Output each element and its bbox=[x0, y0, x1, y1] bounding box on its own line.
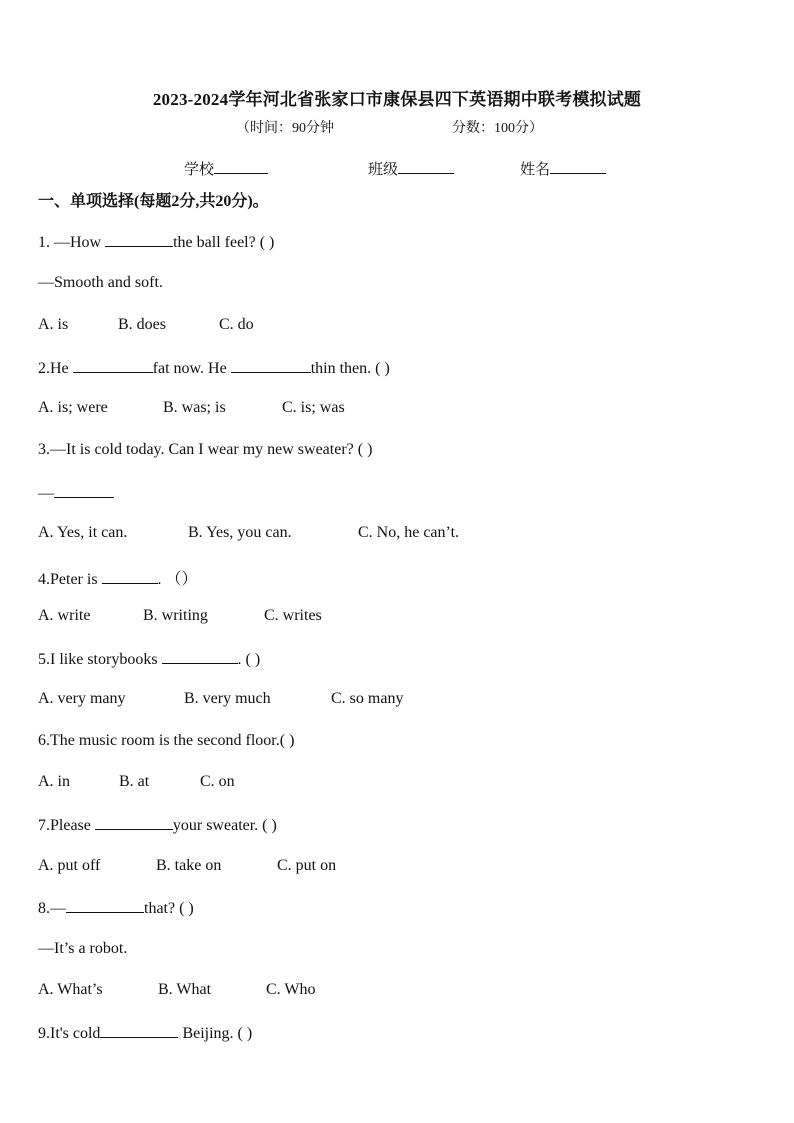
option-b[interactable]: B. at bbox=[119, 773, 150, 790]
class-blank[interactable] bbox=[398, 159, 454, 174]
question-3: 3.—It is cold today. Can I wear my new sweater? ( ) bbox=[38, 441, 373, 458]
answer-blank[interactable] bbox=[73, 358, 153, 373]
answer-blank[interactable] bbox=[54, 483, 114, 498]
question-9: 9.It's cold Beijing. ( ) bbox=[38, 1025, 253, 1042]
question-8-reply: —It’s a robot. bbox=[38, 940, 128, 957]
name-blank[interactable] bbox=[550, 159, 606, 174]
option-a[interactable]: A. in bbox=[38, 773, 70, 790]
school-label: 学校 bbox=[184, 162, 215, 178]
page-title: 2023-2024学年河北省张家口市康保县四下英语期中联考模拟试题 bbox=[152, 90, 642, 109]
answer-blank[interactable] bbox=[66, 898, 144, 913]
name-label: 姓名 bbox=[520, 162, 551, 178]
question-5: 5.I like storybooks . ( ) bbox=[38, 651, 261, 668]
school-field bbox=[184, 158, 268, 179]
option-a[interactable]: A. What’s bbox=[38, 981, 103, 998]
option-b[interactable]: B. What bbox=[158, 981, 212, 998]
class-field bbox=[368, 158, 454, 179]
option-b[interactable]: B. does bbox=[118, 316, 166, 333]
option-b[interactable]: B. very much bbox=[184, 690, 271, 707]
question-1: 1. —How the ball feel? ( ) bbox=[38, 234, 275, 251]
option-b[interactable]: B. writing bbox=[143, 607, 208, 624]
answer-blank[interactable] bbox=[102, 569, 158, 584]
option-a[interactable]: A. is bbox=[38, 316, 69, 333]
option-c[interactable]: C. do bbox=[219, 316, 254, 333]
question-1-reply: —Smooth and soft. bbox=[38, 274, 163, 291]
option-c[interactable]: C. is; was bbox=[282, 399, 345, 416]
option-a[interactable]: A. write bbox=[38, 607, 91, 624]
question-2: 2.He fat now. He thin then. ( ) bbox=[38, 360, 390, 377]
option-a[interactable]: A. very many bbox=[38, 690, 126, 707]
option-c[interactable]: C. No, he can’t. bbox=[358, 524, 460, 541]
option-c[interactable]: C. on bbox=[200, 773, 235, 790]
option-a[interactable]: A. is; were bbox=[38, 399, 108, 416]
answer-blank[interactable] bbox=[95, 815, 173, 830]
option-c[interactable]: C. writes bbox=[264, 607, 322, 624]
answer-blank[interactable] bbox=[162, 649, 238, 664]
option-b[interactable]: B. was; is bbox=[163, 399, 226, 416]
class-label: 班级 bbox=[368, 162, 399, 178]
option-a[interactable]: A. put off bbox=[38, 857, 101, 874]
option-c[interactable]: C. Who bbox=[266, 981, 316, 998]
answer-blank[interactable] bbox=[100, 1023, 178, 1038]
section-title: 一、单项选择(每题2分,共20分)。 bbox=[38, 193, 269, 210]
question-6: 6.The music room is the second floor.( ) bbox=[38, 732, 295, 749]
name-field bbox=[520, 158, 606, 179]
question-3-reply: — bbox=[38, 483, 114, 503]
option-c[interactable]: C. put on bbox=[277, 857, 337, 874]
option-c[interactable]: C. so many bbox=[331, 690, 404, 707]
question-8: 8.— that? ( ) bbox=[38, 900, 194, 917]
option-b[interactable]: B. take on bbox=[156, 857, 222, 874]
question-4: 4.Peter is . （） bbox=[38, 571, 198, 588]
school-blank[interactable] bbox=[214, 159, 268, 174]
option-a[interactable]: A. Yes, it can. bbox=[38, 524, 128, 541]
exam-score: 分数：100分） bbox=[452, 121, 543, 136]
answer-blank[interactable] bbox=[231, 358, 311, 373]
answer-blank[interactable] bbox=[105, 232, 173, 247]
question-7: 7.Please your sweater. ( ) bbox=[38, 817, 277, 834]
option-b[interactable]: B. Yes, you can. bbox=[188, 524, 292, 541]
exam-time: （时间：90分钟 bbox=[236, 121, 334, 136]
